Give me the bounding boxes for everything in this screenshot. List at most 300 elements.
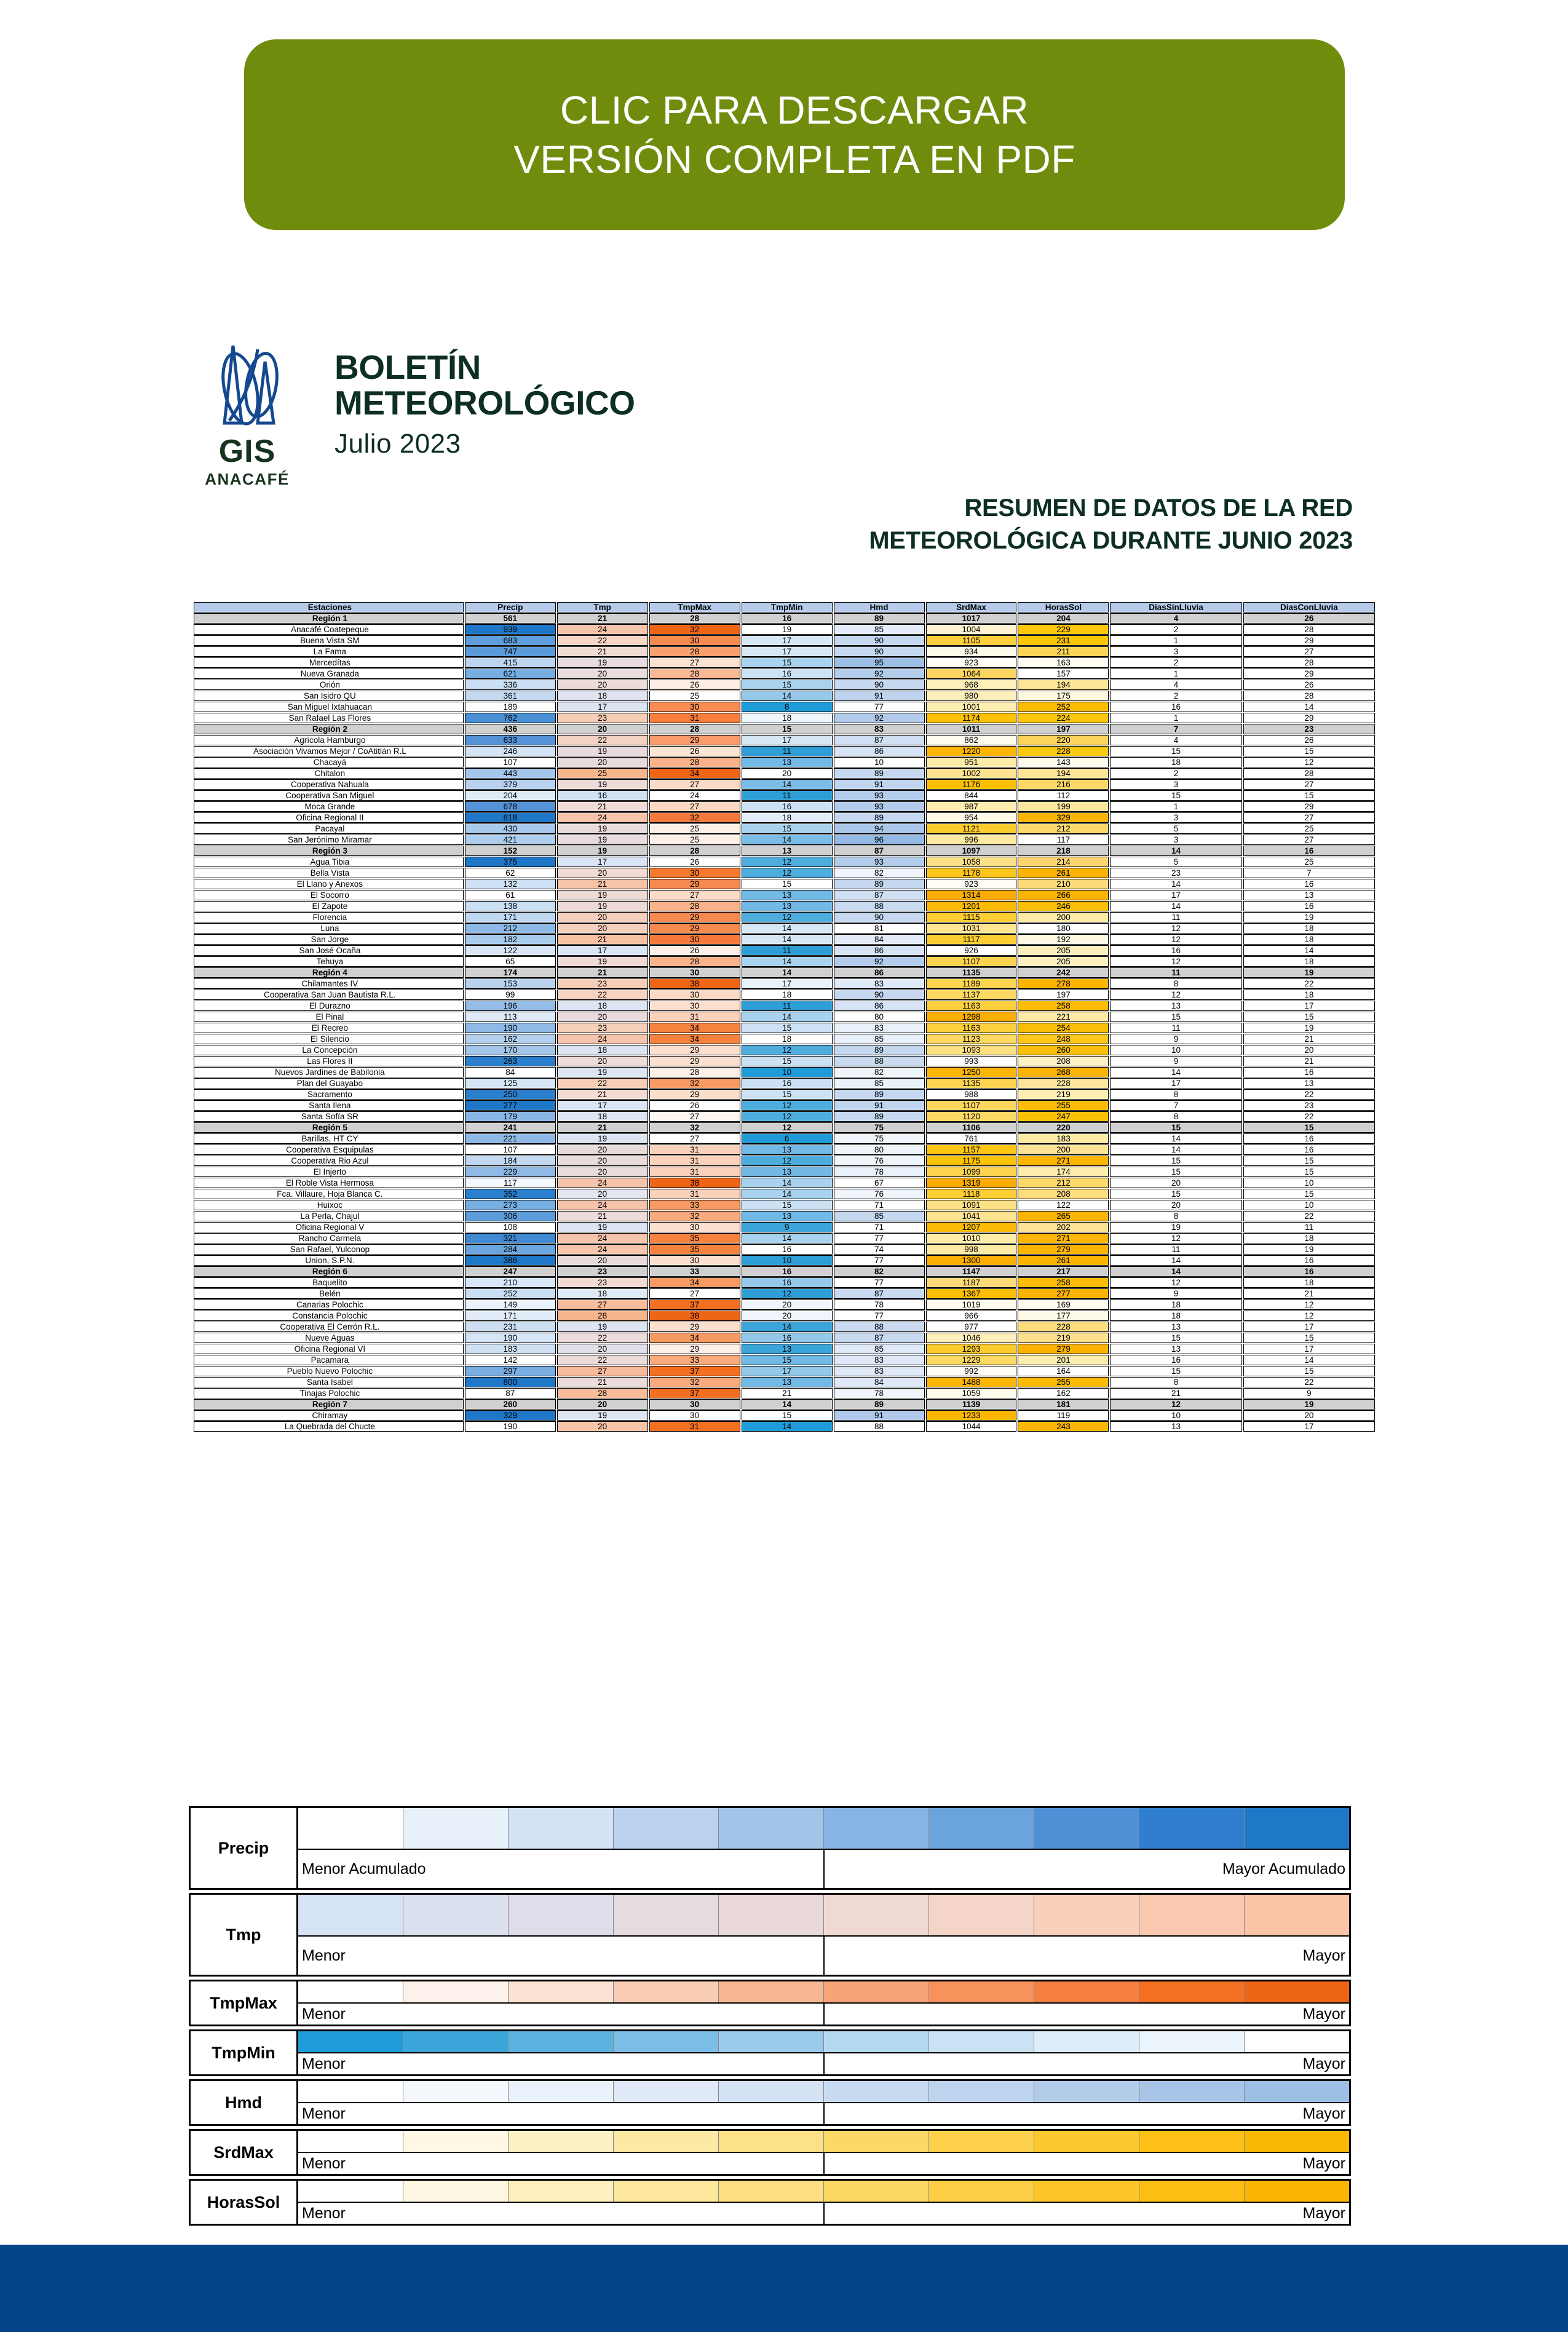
metric-cell: 29 bbox=[649, 912, 740, 922]
metric-cell: 13 bbox=[742, 1144, 833, 1155]
metric-cell: 18 bbox=[742, 713, 833, 723]
metric-cell: 28 bbox=[649, 646, 740, 657]
metric-cell: 190 bbox=[465, 1421, 556, 1432]
metric-cell: 84 bbox=[834, 934, 925, 945]
metric-cell: 2 bbox=[1110, 657, 1241, 668]
metric-cell: 89 bbox=[834, 812, 925, 823]
metric-cell: 77 bbox=[834, 1255, 925, 1266]
report-title bbox=[646, 492, 1353, 557]
metric-cell: 1091 bbox=[926, 1200, 1017, 1210]
metric-cell: 18 bbox=[742, 812, 833, 823]
legend-swatch bbox=[824, 1895, 929, 1935]
metric-cell: 23 bbox=[557, 978, 648, 989]
report-title-line1: RESUMEN DE DATOS DE LA RED bbox=[964, 494, 1353, 522]
metric-cell: 13 bbox=[1110, 1344, 1241, 1354]
metric-cell: 142 bbox=[465, 1355, 556, 1365]
metric-cell: 954 bbox=[926, 812, 1017, 823]
metric-cell: 19 bbox=[1110, 1222, 1241, 1232]
metric-cell: 8 bbox=[1110, 1111, 1241, 1122]
station-data-row bbox=[194, 1421, 1375, 1432]
metric-cell: 258 bbox=[1018, 1001, 1109, 1011]
metric-cell: 243 bbox=[1018, 1421, 1109, 1432]
station-name-cell: Chitalon bbox=[194, 768, 464, 779]
metric-cell: 16 bbox=[557, 790, 648, 801]
metric-cell: 987 bbox=[926, 801, 1017, 812]
station-name-cell: Oficina Regional II bbox=[194, 812, 464, 823]
metric-cell: 21 bbox=[557, 801, 648, 812]
station-name-cell: El Llano y Anexos bbox=[194, 879, 464, 889]
region-summary-row bbox=[194, 967, 1375, 978]
metric-cell: 255 bbox=[1018, 1100, 1109, 1111]
metric-cell: 31 bbox=[649, 1144, 740, 1155]
metric-cell: 28 bbox=[649, 956, 740, 967]
metric-cell: 1157 bbox=[926, 1144, 1017, 1155]
legend-color-scale bbox=[298, 2181, 1349, 2203]
column-header-tmpmax: TmpMax bbox=[649, 602, 740, 613]
metric-cell: 14 bbox=[742, 835, 833, 845]
metric-cell: 19 bbox=[557, 779, 648, 790]
metric-cell: 14 bbox=[742, 1421, 833, 1432]
station-name-cell: Bella Vista bbox=[194, 868, 464, 878]
metric-cell: 220 bbox=[1018, 735, 1109, 745]
legend-swatch bbox=[403, 1981, 509, 2002]
metric-cell: 204 bbox=[465, 790, 556, 801]
metric-cell: 16 bbox=[1243, 846, 1375, 856]
station-data-row bbox=[194, 1156, 1375, 1166]
metric-cell: 24 bbox=[557, 812, 648, 823]
metric-cell: 329 bbox=[1018, 812, 1109, 823]
metric-cell: 1163 bbox=[926, 1023, 1017, 1033]
metric-cell: 14 bbox=[1110, 1067, 1241, 1077]
metric-cell: 1 bbox=[1110, 801, 1241, 812]
metric-cell: 197 bbox=[1018, 724, 1109, 734]
metric-cell: 12 bbox=[742, 912, 833, 922]
metric-cell: 30 bbox=[649, 1410, 740, 1421]
metric-cell: 77 bbox=[834, 1277, 925, 1288]
column-header-tmp: Tmp bbox=[557, 602, 648, 613]
metric-cell: 28 bbox=[649, 901, 740, 911]
metric-cell: 67 bbox=[834, 1178, 925, 1188]
metric-cell: 190 bbox=[465, 1333, 556, 1343]
legend-label-hmd: Hmd bbox=[191, 2081, 298, 2124]
metric-cell: 32 bbox=[649, 624, 740, 635]
bulletin-title-line1: BOLETÍN bbox=[335, 348, 481, 386]
station-data-row bbox=[194, 746, 1375, 756]
metric-cell: 14 bbox=[742, 1399, 833, 1410]
metric-cell: 208 bbox=[1018, 1189, 1109, 1199]
metric-cell: 336 bbox=[465, 680, 556, 690]
station-name-cell: Nuevos Jardines de Babilonia bbox=[194, 1067, 464, 1077]
metric-cell: 15 bbox=[742, 1056, 833, 1066]
metric-cell: 934 bbox=[926, 646, 1017, 657]
station-data-row bbox=[194, 657, 1375, 668]
metric-cell: 23 bbox=[557, 1266, 648, 1277]
legend-label-horassol: HorasSol bbox=[191, 2181, 298, 2224]
metric-cell: 24 bbox=[557, 1034, 648, 1044]
legend-swatch bbox=[298, 2081, 403, 2102]
metric-cell: 15 bbox=[1243, 790, 1375, 801]
station-name-cell: Cooperativa Esquipulas bbox=[194, 1144, 464, 1155]
metric-cell: 12 bbox=[1110, 1233, 1241, 1243]
station-name-cell: Huixoc bbox=[194, 1200, 464, 1210]
metric-cell: 9 bbox=[1243, 1388, 1375, 1398]
metric-cell: 15 bbox=[742, 724, 833, 734]
metric-cell: 12 bbox=[1110, 956, 1241, 967]
metric-cell: 10 bbox=[742, 1255, 833, 1266]
legend-color-scale bbox=[298, 1808, 1349, 1850]
metric-cell: 1004 bbox=[926, 624, 1017, 635]
station-data-row bbox=[194, 702, 1375, 712]
metric-cell: 125 bbox=[465, 1078, 556, 1089]
station-name-cell: Nueve Aguas bbox=[194, 1333, 464, 1343]
metric-cell: 21 bbox=[557, 1211, 648, 1221]
station-name-cell: Cooperativa Rio Azul bbox=[194, 1156, 464, 1166]
metric-cell: 14 bbox=[742, 923, 833, 934]
metric-cell: 29 bbox=[1243, 668, 1375, 679]
report-title-line2: METEOROLÓGICA DURANTE JUNIO 2023 bbox=[869, 526, 1353, 554]
metric-cell: 8 bbox=[1110, 978, 1241, 989]
legend-swatch bbox=[719, 2131, 824, 2152]
metric-cell: 15 bbox=[742, 1023, 833, 1033]
metric-cell: 14 bbox=[1110, 879, 1241, 889]
metric-cell: 430 bbox=[465, 823, 556, 834]
metric-cell: 844 bbox=[926, 790, 1017, 801]
station-data-row bbox=[194, 1388, 1375, 1398]
station-name-cell: El Roble Vista Hermosa bbox=[194, 1178, 464, 1188]
legend-swatch bbox=[1034, 2031, 1139, 2052]
metric-cell: 3 bbox=[1110, 835, 1241, 845]
metric-cell: 21 bbox=[742, 1388, 833, 1398]
metric-cell: 1250 bbox=[926, 1067, 1017, 1077]
metric-cell: 17 bbox=[557, 1100, 648, 1111]
metric-cell: 143 bbox=[1018, 757, 1109, 767]
metric-cell: 15 bbox=[1243, 1012, 1375, 1022]
legend-swatch bbox=[509, 2081, 614, 2102]
metric-cell: 29 bbox=[1243, 713, 1375, 723]
metric-cell: 14 bbox=[1110, 1266, 1241, 1277]
metric-cell: 21 bbox=[557, 967, 648, 978]
metric-cell: 181 bbox=[1018, 1399, 1109, 1410]
metric-cell: 1207 bbox=[926, 1222, 1017, 1232]
metric-cell: 80 bbox=[834, 1144, 925, 1155]
metric-cell: 862 bbox=[926, 735, 1017, 745]
metric-cell: 16 bbox=[1110, 702, 1241, 712]
download-pdf-banner[interactable] bbox=[244, 39, 1345, 230]
metric-cell: 25 bbox=[649, 835, 740, 845]
station-data-row bbox=[194, 1288, 1375, 1299]
metric-cell: 15 bbox=[1110, 1122, 1241, 1133]
metric-cell: 1107 bbox=[926, 1100, 1017, 1111]
metric-cell: 24 bbox=[649, 790, 740, 801]
metric-cell: 170 bbox=[465, 1045, 556, 1055]
metric-cell: 33 bbox=[649, 1200, 740, 1210]
metric-cell: 34 bbox=[649, 1034, 740, 1044]
metric-cell: 996 bbox=[926, 835, 1017, 845]
station-name-cell: San José Ocaña bbox=[194, 945, 464, 956]
metric-cell: 265 bbox=[1018, 1211, 1109, 1221]
legend-color-scale bbox=[298, 2131, 1349, 2153]
metric-cell: 19 bbox=[1243, 1399, 1375, 1410]
metric-cell: 12 bbox=[1243, 1299, 1375, 1310]
metric-cell: 37 bbox=[649, 1299, 740, 1310]
metric-cell: 15 bbox=[1110, 1366, 1241, 1376]
metric-cell: 92 bbox=[834, 668, 925, 679]
metric-cell: 217 bbox=[1018, 1266, 1109, 1277]
metric-cell: 228 bbox=[1018, 746, 1109, 756]
metric-cell: 89 bbox=[834, 1089, 925, 1100]
station-data-row bbox=[194, 801, 1375, 812]
metric-cell: 35 bbox=[649, 1233, 740, 1243]
legend-swatch bbox=[1139, 1808, 1245, 1849]
metric-cell: 22 bbox=[1243, 1089, 1375, 1100]
metric-cell: 15 bbox=[742, 680, 833, 690]
metric-cell: 20 bbox=[557, 680, 648, 690]
station-data-row bbox=[194, 1377, 1375, 1387]
station-data-row bbox=[194, 857, 1375, 867]
metric-cell: 27 bbox=[649, 1111, 740, 1122]
metric-cell: 1031 bbox=[926, 923, 1017, 934]
metric-cell: 16 bbox=[1243, 879, 1375, 889]
station-name-cell: Union, S.P.N. bbox=[194, 1255, 464, 1266]
metric-cell: 171 bbox=[465, 912, 556, 922]
metric-cell: 14 bbox=[742, 1322, 833, 1332]
metric-cell: 15 bbox=[1243, 1366, 1375, 1376]
metric-cell: 5 bbox=[1110, 857, 1241, 867]
metric-cell: 7 bbox=[1110, 724, 1241, 734]
station-name-cell: Cooperativa San Miguel bbox=[194, 790, 464, 801]
metric-cell: 77 bbox=[834, 702, 925, 712]
metric-cell: 22 bbox=[557, 735, 648, 745]
metric-cell: 443 bbox=[465, 768, 556, 779]
metric-cell: 12 bbox=[742, 1045, 833, 1055]
station-name-cell: San Jerónimo Miramar bbox=[194, 835, 464, 845]
legend-color-scale bbox=[298, 1981, 1349, 2004]
metric-cell: 1178 bbox=[926, 868, 1017, 878]
column-header-precip: Precip bbox=[465, 602, 556, 613]
metric-cell: 17 bbox=[1243, 1322, 1375, 1332]
metric-cell: 174 bbox=[465, 967, 556, 978]
legend-swatch bbox=[929, 1981, 1034, 2002]
legend-max-label: Mayor bbox=[1302, 1946, 1345, 1964]
metric-cell: 2 bbox=[1110, 691, 1241, 701]
metric-cell: 21 bbox=[557, 1377, 648, 1387]
station-name-cell: Florencia bbox=[194, 912, 464, 922]
metric-cell: 34 bbox=[649, 1277, 740, 1288]
legend-max-label: Mayor bbox=[1302, 2005, 1345, 2023]
station-name-cell: Región 1 bbox=[194, 613, 464, 624]
station-data-row bbox=[194, 1111, 1375, 1122]
metric-cell: 90 bbox=[834, 990, 925, 1000]
metric-cell: 21 bbox=[1243, 1056, 1375, 1066]
metric-cell: 24 bbox=[557, 1200, 648, 1210]
station-name-cell: Cooperativa El Cerrón R.L. bbox=[194, 1322, 464, 1332]
metric-cell: 926 bbox=[926, 945, 1017, 956]
legend-swatch bbox=[403, 2181, 509, 2202]
metric-cell: 19 bbox=[557, 1322, 648, 1332]
station-name-cell: El Durazno bbox=[194, 1001, 464, 1011]
metric-cell: 7 bbox=[1110, 1100, 1241, 1111]
station-name-cell: El Silencio bbox=[194, 1034, 464, 1044]
metric-cell: 112 bbox=[1018, 790, 1109, 801]
metric-cell: 71 bbox=[834, 1222, 925, 1232]
legend-swatch bbox=[824, 2131, 929, 2152]
station-name-cell: Anacafé Coatepeque bbox=[194, 624, 464, 635]
metric-cell: 76 bbox=[834, 1156, 925, 1166]
metric-cell: 96 bbox=[834, 835, 925, 845]
metric-cell: 85 bbox=[834, 1034, 925, 1044]
metric-cell: 17 bbox=[742, 978, 833, 989]
metric-cell: 15 bbox=[1243, 746, 1375, 756]
legend-swatch bbox=[1139, 2081, 1245, 2102]
metric-cell: 211 bbox=[1018, 646, 1109, 657]
metric-cell: 218 bbox=[1018, 846, 1109, 856]
metric-cell: 26 bbox=[649, 1100, 740, 1111]
metric-cell: 20 bbox=[557, 912, 648, 922]
station-name-cell: Agua Tibia bbox=[194, 857, 464, 867]
metric-cell: 93 bbox=[834, 790, 925, 801]
metric-cell: 11 bbox=[742, 790, 833, 801]
metric-cell: 212 bbox=[1018, 823, 1109, 834]
station-data-row bbox=[194, 1034, 1375, 1044]
metric-cell: 27 bbox=[1243, 646, 1375, 657]
metric-cell: 83 bbox=[834, 1355, 925, 1365]
metric-cell: 968 bbox=[926, 680, 1017, 690]
legend-row-tmpmin bbox=[189, 2029, 1351, 2076]
metric-cell: 17 bbox=[1243, 1344, 1375, 1354]
metric-cell: 221 bbox=[465, 1133, 556, 1144]
metric-cell: 4 bbox=[1110, 613, 1241, 624]
region-summary-row bbox=[194, 1266, 1375, 1277]
station-name-cell: Asociación Vivamos Mejor / CoAtitlán R.L bbox=[194, 746, 464, 756]
metric-cell: 13 bbox=[742, 890, 833, 900]
metric-cell: 219 bbox=[1018, 1089, 1109, 1100]
metric-cell: 279 bbox=[1018, 1244, 1109, 1255]
coffee-leaf-logo-icon bbox=[201, 332, 293, 430]
station-name-cell: Santa Ilena bbox=[194, 1100, 464, 1111]
station-data-row bbox=[194, 812, 1375, 823]
metric-cell: 4 bbox=[1110, 735, 1241, 745]
station-name-cell: Luna bbox=[194, 923, 464, 934]
legend-row-horassol bbox=[189, 2179, 1351, 2226]
metric-cell: 231 bbox=[465, 1322, 556, 1332]
metric-cell: 19 bbox=[557, 1410, 648, 1421]
metric-cell: 273 bbox=[465, 1200, 556, 1210]
metric-cell: 19 bbox=[1243, 1244, 1375, 1255]
legend-label-tmpmin: TmpMin bbox=[191, 2031, 298, 2074]
metric-cell: 22 bbox=[1243, 1111, 1375, 1122]
legend-swatch bbox=[1245, 2181, 1349, 2202]
station-data-row bbox=[194, 790, 1375, 801]
metric-cell: 86 bbox=[834, 1001, 925, 1011]
metric-cell: 15 bbox=[1110, 1333, 1241, 1343]
station-name-cell: Canarias Polochic bbox=[194, 1299, 464, 1310]
metric-cell: 18 bbox=[557, 1045, 648, 1055]
metric-cell: 9 bbox=[1110, 1056, 1241, 1066]
metric-cell: 993 bbox=[926, 1056, 1017, 1066]
metric-cell: 13 bbox=[742, 1344, 833, 1354]
metric-cell: 19 bbox=[557, 901, 648, 911]
metric-cell: 153 bbox=[465, 978, 556, 989]
metric-cell: 263 bbox=[465, 1056, 556, 1066]
metric-cell: 138 bbox=[465, 901, 556, 911]
metric-cell: 386 bbox=[465, 1255, 556, 1266]
metric-cell: 12 bbox=[1110, 923, 1241, 934]
metric-cell: 16 bbox=[1243, 1133, 1375, 1144]
metric-cell: 18 bbox=[1243, 1277, 1375, 1288]
metric-cell: 20 bbox=[742, 768, 833, 779]
gis-anacafe-logo bbox=[192, 332, 303, 489]
legend-max-label: Mayor bbox=[1302, 2055, 1345, 2072]
metric-cell: 220 bbox=[1018, 1122, 1109, 1133]
station-name-cell: San Rafael Las Flores bbox=[194, 713, 464, 723]
metric-cell: 297 bbox=[465, 1366, 556, 1376]
metric-cell: 15 bbox=[1110, 1189, 1241, 1199]
metric-cell: 200 bbox=[1018, 912, 1109, 922]
station-data-row bbox=[194, 923, 1375, 934]
metric-cell: 16 bbox=[1110, 1355, 1241, 1365]
region-summary-row bbox=[194, 1122, 1375, 1133]
metric-cell: 1002 bbox=[926, 768, 1017, 779]
station-name-cell: La Concepción bbox=[194, 1045, 464, 1055]
station-name-cell: El Pinal bbox=[194, 1012, 464, 1022]
legend-swatch bbox=[1139, 1981, 1245, 2002]
metric-cell: 1107 bbox=[926, 956, 1017, 967]
legend-swatch bbox=[824, 1808, 929, 1849]
metric-cell: 260 bbox=[1018, 1045, 1109, 1055]
station-name-cell: Cooperativa San Juan Bautista R.L. bbox=[194, 990, 464, 1000]
metric-cell: 19 bbox=[1243, 1023, 1375, 1033]
metric-cell: 14 bbox=[1110, 846, 1241, 856]
metric-cell: 12 bbox=[1243, 757, 1375, 767]
metric-cell: 149 bbox=[465, 1299, 556, 1310]
metric-cell: 20 bbox=[557, 668, 648, 679]
metric-cell: 33 bbox=[649, 1266, 740, 1277]
legend-swatch bbox=[929, 2131, 1034, 2152]
metric-cell: 1 bbox=[1110, 713, 1241, 723]
station-data-row bbox=[194, 757, 1375, 767]
metric-cell: 28 bbox=[1243, 657, 1375, 668]
metric-cell: 78 bbox=[834, 1299, 925, 1310]
station-name-cell: Oficina Regional V bbox=[194, 1222, 464, 1232]
station-data-row bbox=[194, 735, 1375, 745]
metric-cell: 28 bbox=[649, 757, 740, 767]
metric-cell: 1293 bbox=[926, 1344, 1017, 1354]
metric-cell: 78 bbox=[834, 1167, 925, 1177]
metric-cell: 621 bbox=[465, 668, 556, 679]
metric-cell: 91 bbox=[834, 779, 925, 790]
metric-cell: 32 bbox=[649, 1211, 740, 1221]
metric-cell: 20 bbox=[557, 1344, 648, 1354]
metric-cell: 16 bbox=[1243, 1255, 1375, 1266]
metric-cell: 17 bbox=[742, 646, 833, 657]
metric-cell: 271 bbox=[1018, 1156, 1109, 1166]
station-name-cell: Buena Vista SM bbox=[194, 635, 464, 646]
metric-cell: 271 bbox=[1018, 1233, 1109, 1243]
metric-cell: 14 bbox=[1110, 1133, 1241, 1144]
legend-swatch bbox=[403, 2131, 509, 2152]
metric-cell: 633 bbox=[465, 735, 556, 745]
metric-cell: 113 bbox=[465, 1012, 556, 1022]
metric-cell: 24 bbox=[557, 1233, 648, 1243]
metric-cell: 19 bbox=[557, 1222, 648, 1232]
metric-cell: 1099 bbox=[926, 1167, 1017, 1177]
metric-cell: 1106 bbox=[926, 1122, 1017, 1133]
metric-cell: 7 bbox=[1243, 868, 1375, 878]
station-data-row bbox=[194, 1366, 1375, 1376]
metric-cell: 28 bbox=[649, 613, 740, 624]
legend-swatch bbox=[1245, 1808, 1349, 1849]
legend-swatch bbox=[298, 2031, 403, 2052]
